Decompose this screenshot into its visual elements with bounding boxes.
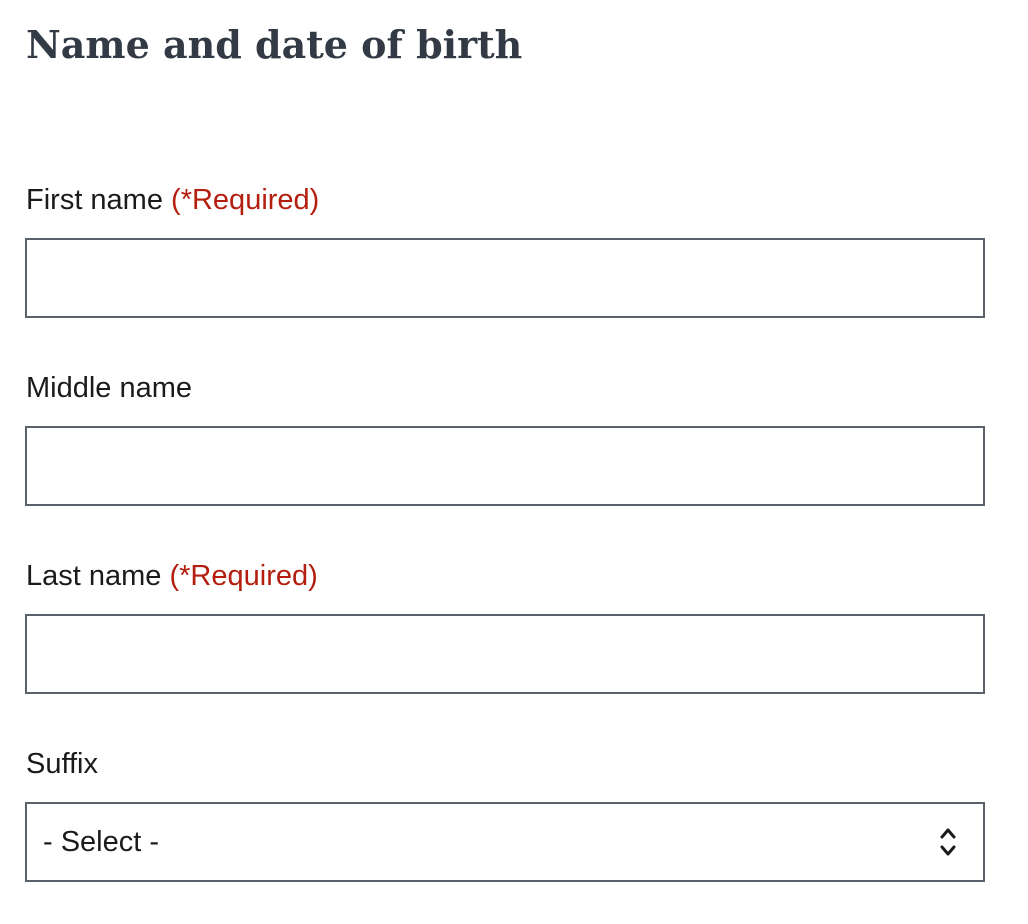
- first-name-label-text: First name: [26, 184, 163, 216]
- middle-name-label-text: Middle name: [26, 372, 193, 404]
- suffix-label: [26, 744, 98, 784]
- first-name-input[interactable]: [25, 238, 985, 318]
- last-name-label-text: Last name: [26, 560, 162, 592]
- middle-name-label: [26, 368, 192, 408]
- required-marker: (*Required): [171, 184, 320, 216]
- suffix-select-value: - Select -: [43, 826, 160, 858]
- last-name-input[interactable]: [25, 614, 985, 694]
- required-marker: (*Required): [169, 560, 318, 592]
- middle-name-input[interactable]: [25, 426, 985, 506]
- select-arrows-icon: [939, 825, 957, 859]
- suffix-label-text: Suffix: [26, 748, 99, 780]
- first-name-label: [26, 180, 319, 220]
- last-name-label: [26, 556, 318, 596]
- page-title: Name and date of birth: [26, 22, 523, 67]
- suffix-select[interactable]: [25, 802, 985, 882]
